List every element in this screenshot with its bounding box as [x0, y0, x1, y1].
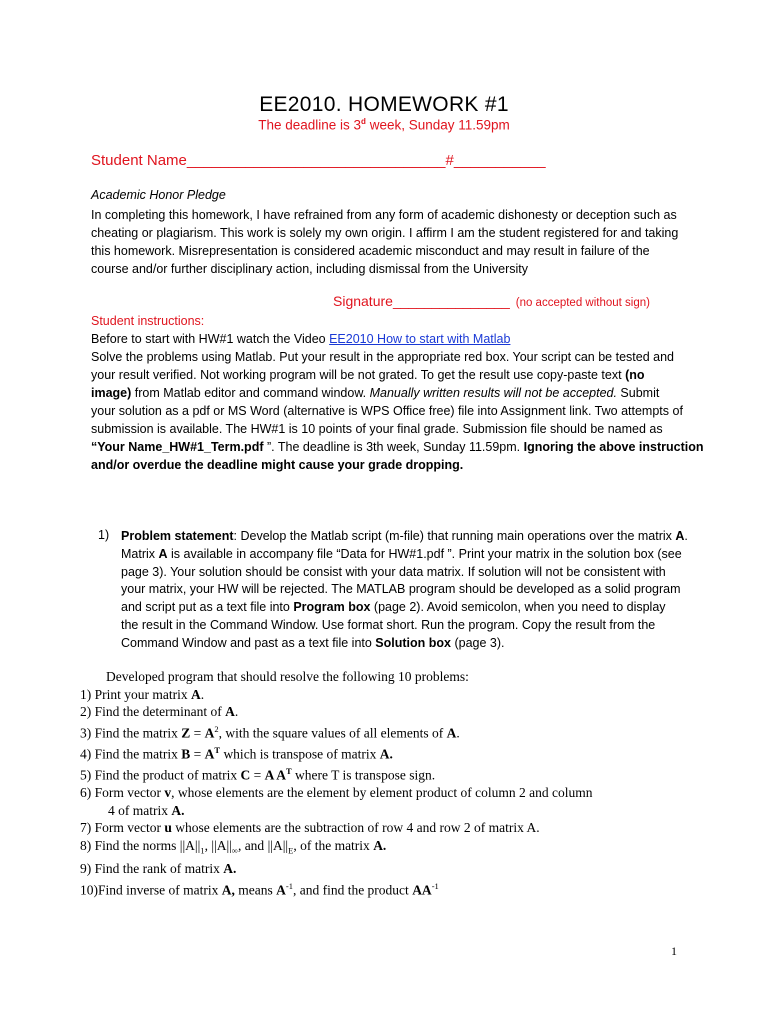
task-item: 10)Find inverse of matrix A, means $A^{-1}$, and find the product $AA^{-1}$: [80, 880, 439, 898]
instruction-text: Submit: [616, 386, 660, 400]
program-box-label: Program box: [293, 600, 371, 615]
instruction-line: [91, 330, 691, 348]
matrix-symbol: A: [158, 546, 168, 561]
instruction-line: [91, 384, 691, 402]
pledge-line: In completing this homework, I have refrained from any form of academic dishonesty or deception such as: [91, 208, 677, 222]
file-name-format: “Your Name_HW#1_Term.pdf: [91, 440, 264, 454]
signature-line: [333, 293, 650, 311]
matrix-symbol: A: [675, 529, 685, 543]
task-item-continuation: 4 of matrix A.: [108, 802, 185, 818]
program-task-list: [80, 668, 700, 899]
problem-text: (page 2). Avoid semicolon, when you need to display: [370, 600, 666, 615]
student-name-label: Student Name: [91, 152, 187, 169]
task-list-intro: Developed program that should resolve the following 10 problems:: [106, 669, 469, 684]
task-item: 1) Print your matrix A.: [80, 686, 205, 702]
task-item: 4) Find the matrix $B = A^T$ which is transpose of matrix A.: [80, 744, 393, 762]
instruction-line: and/or overdue the deadline might cause your grade dropping.: [91, 458, 464, 472]
student-name-line: [91, 152, 546, 169]
task-item: 6) Form vector v, whose elements are the element by element product of column 2 and column: [80, 785, 593, 801]
instruction-text: ”. The deadline is 3th week, Sunday 11.59pm.: [263, 440, 524, 454]
page-number: 1: [671, 944, 677, 958]
problem-text: .: [684, 529, 688, 543]
problem-line: your matrix, your HW will be rejected. The MATLAB program should be developed as a solid program: [121, 582, 681, 597]
task-item: 7) Form vector u whose elements are the subtraction of row 4 and row 2 of matrix A.: [80, 820, 540, 836]
problem-text: is available in accompany file “Data for HW#1.pdf ”. Print your matrix in the solution box (see: [167, 546, 682, 561]
pledge-line: this homework. Misrepresentation is considered academic misconduct and may result in failure of the: [91, 244, 650, 258]
problem-line: [121, 546, 701, 564]
task-item: 3) Find the matrix $Z = A^2$, with the square values of all elements of A.: [80, 723, 460, 741]
task-item: 2) Find the determinant of A.: [80, 704, 239, 720]
deadline-prefix: The deadline is 3: [258, 117, 362, 133]
problem-line: [121, 599, 701, 617]
instruction-line: [91, 366, 691, 384]
deadline-suffix: week, Sunday 11.59pm: [365, 117, 510, 133]
problem-number: 1): [98, 528, 110, 542]
instruction-bold: Ignoring the above instruction: [523, 440, 704, 454]
instructions-body: [91, 330, 704, 474]
pledge-line: cheating or plagiarism. This work is solely my own origin. I affirm I am the student registered for and taking: [91, 226, 679, 240]
video-link[interactable]: EE2010 How to start with Matlab: [329, 332, 511, 346]
problem-text: and script put as a text file into: [121, 600, 294, 615]
instruction-text: Before to start with HW#1 watch the Video: [91, 332, 330, 346]
student-number-blank: ___________: [453, 152, 546, 169]
problem-line: [121, 635, 701, 653]
deadline-superscript: d: [361, 117, 366, 126]
pledge-text: [91, 206, 691, 278]
task-item: 9) Find the rank of matrix A.: [80, 861, 237, 877]
solution-box-label: Solution box: [375, 635, 451, 650]
instructions-title: Student instructions:: [91, 314, 205, 328]
instruction-line: [91, 438, 704, 456]
instruction-italic: Manually written results will not be accepted.: [369, 386, 617, 400]
task-item: 5) Find the product of matrix C = A $A^T$ where T is transpose sign.: [80, 765, 436, 783]
problem-text: Matrix: [121, 546, 159, 561]
instruction-bold: image): [91, 386, 132, 400]
problem-text: (page 3).: [450, 635, 505, 650]
problem-text: : Develop the Matlab script (m-file) that running main operations over the matrix: [233, 529, 676, 543]
task-item: 8) Find the norms $||A||_1$, $||A||_\infty$, and $||A||_E$, of the matrix A.: [80, 837, 387, 856]
instruction-text: from Matlab editor and command window.: [131, 386, 370, 400]
student-name-blank: _______________________________: [186, 152, 446, 169]
problem-text: Command Window and past as a text file into: [121, 635, 376, 650]
signature-label: Signature: [333, 293, 393, 309]
problem-line: the result in the Command Window. Use format short. Run the program. Copy the result from the: [121, 617, 656, 632]
student-number-label: #: [445, 152, 454, 169]
instruction-bold: (no: [625, 368, 645, 382]
problem-line: [121, 528, 701, 546]
instruction-line: Solve the problems using Matlab. Put your result in the appropriate red box. Your script can be tested and: [91, 350, 674, 364]
deadline-note: [0, 117, 768, 133]
instruction-line: submission is available. The HW#1 is 10 points of your final grade. Submission file should be named as: [91, 422, 663, 436]
pledge-line: course and/or further disciplinary action, including dismissal from the University: [91, 262, 528, 276]
problem-statement-label: Problem statement: [121, 529, 234, 543]
instruction-line: your solution as a pdf or MS Word (alternative is WPS Office free) file into Assignment link. Two attempts of: [91, 404, 683, 418]
problem-line: page 3). Your solution should be consist with your data matrix. If solution will not be consistent with: [121, 564, 666, 579]
pledge-title: Academic Honor Pledge: [91, 188, 226, 202]
page-title: EE2010. HOMEWORK #1: [259, 93, 509, 116]
signature-note: (no accepted without sign): [515, 297, 650, 309]
instruction-text: your result verified. Not working program will be not grated. To get the result use copy-paste text: [91, 368, 626, 382]
signature-blank: _______________: [392, 293, 510, 309]
problem-statement: [121, 528, 701, 653]
